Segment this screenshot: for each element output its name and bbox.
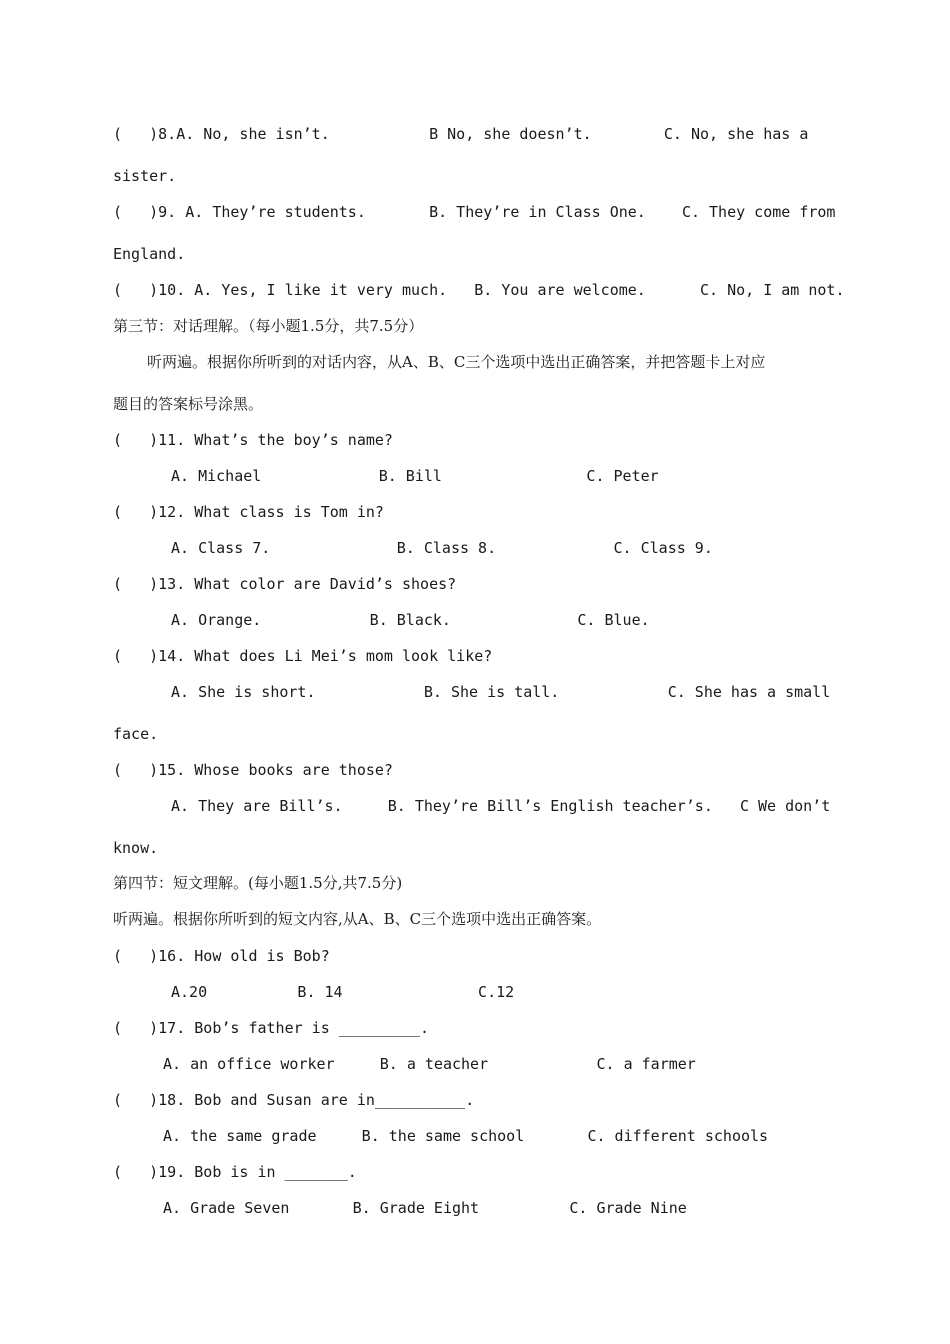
question-18-options: A. the same grade B. the same school C. different schools [163,1127,769,1145]
question-14-options: A. She is short. B. She is tall. C. She has a small [171,683,831,701]
question-15-continuation: know. [113,839,159,857]
section-3-title: 第三节：对话理解。（每小题1.5分，共7.5分） [113,317,424,335]
question-15: ( )15. Whose books are those? [113,761,393,779]
question-14-continuation: face. [113,725,159,743]
question-19: ( )19. Bob is in _______. [113,1163,357,1181]
question-17: ( )17. Bob’s father is _________. [113,1019,430,1037]
question-12-options: A. Class 7. B. Class 8. C. Class 9. [171,539,713,557]
question-8: ( )8.A. No, she isn’t. B No, she doesn’t. C. No, she has a [113,125,809,143]
question-13-options: A. Orange. B. Black. C. Blue. [171,611,650,629]
question-11: ( )11. What’s the boy’s name? [113,431,393,449]
question-17-options: A. an office worker B. a teacher C. a farmer [163,1055,696,1073]
section-3-instruction-line-2: 题目的答案标号涂黑。 [113,395,264,413]
question-16: ( )16. How old is Bob? [113,947,330,965]
question-9: ( )9. A. They’re students. B. They’re in Class One. C. They come from [113,203,836,221]
question-18: ( )18. Bob and Susan are in__________. [113,1091,475,1109]
section-4-instruction: 听两遍。根据你所听到的短文内容,从A、B、C三个选项中选出正确答案。 [113,910,602,928]
question-8-continuation: sister. [113,167,177,185]
question-14: ( )14. What does Li Mei’s mom look like? [113,647,493,665]
section-4-title: 第四节：短文理解。(每小题1.5分,共7.5分) [113,874,403,892]
question-11-options: A. Michael B. Bill C. Peter [171,467,659,485]
section-3-instruction-line-1: 听两遍。根据你所听到的对话内容，从A、B、C三个选项中选出正确答案，并把答题卡上对应 [147,353,766,371]
question-13: ( )13. What color are David’s shoes? [113,575,457,593]
question-12: ( )12. What class is Tom in? [113,503,384,521]
question-19-options: A. Grade Seven B. Grade Eight C. Grade Nine [163,1199,687,1217]
question-9-continuation: England. [113,245,186,263]
question-10: ( )10. A. Yes, I like it very much. B. You are welcome. C. No, I am not. [113,281,845,299]
question-15-options: A. They are Bill’s. B. They’re Bill’s English teacher’s. C We don’t [171,797,831,815]
question-16-options: A.20 B. 14 C.12 [171,983,515,1001]
